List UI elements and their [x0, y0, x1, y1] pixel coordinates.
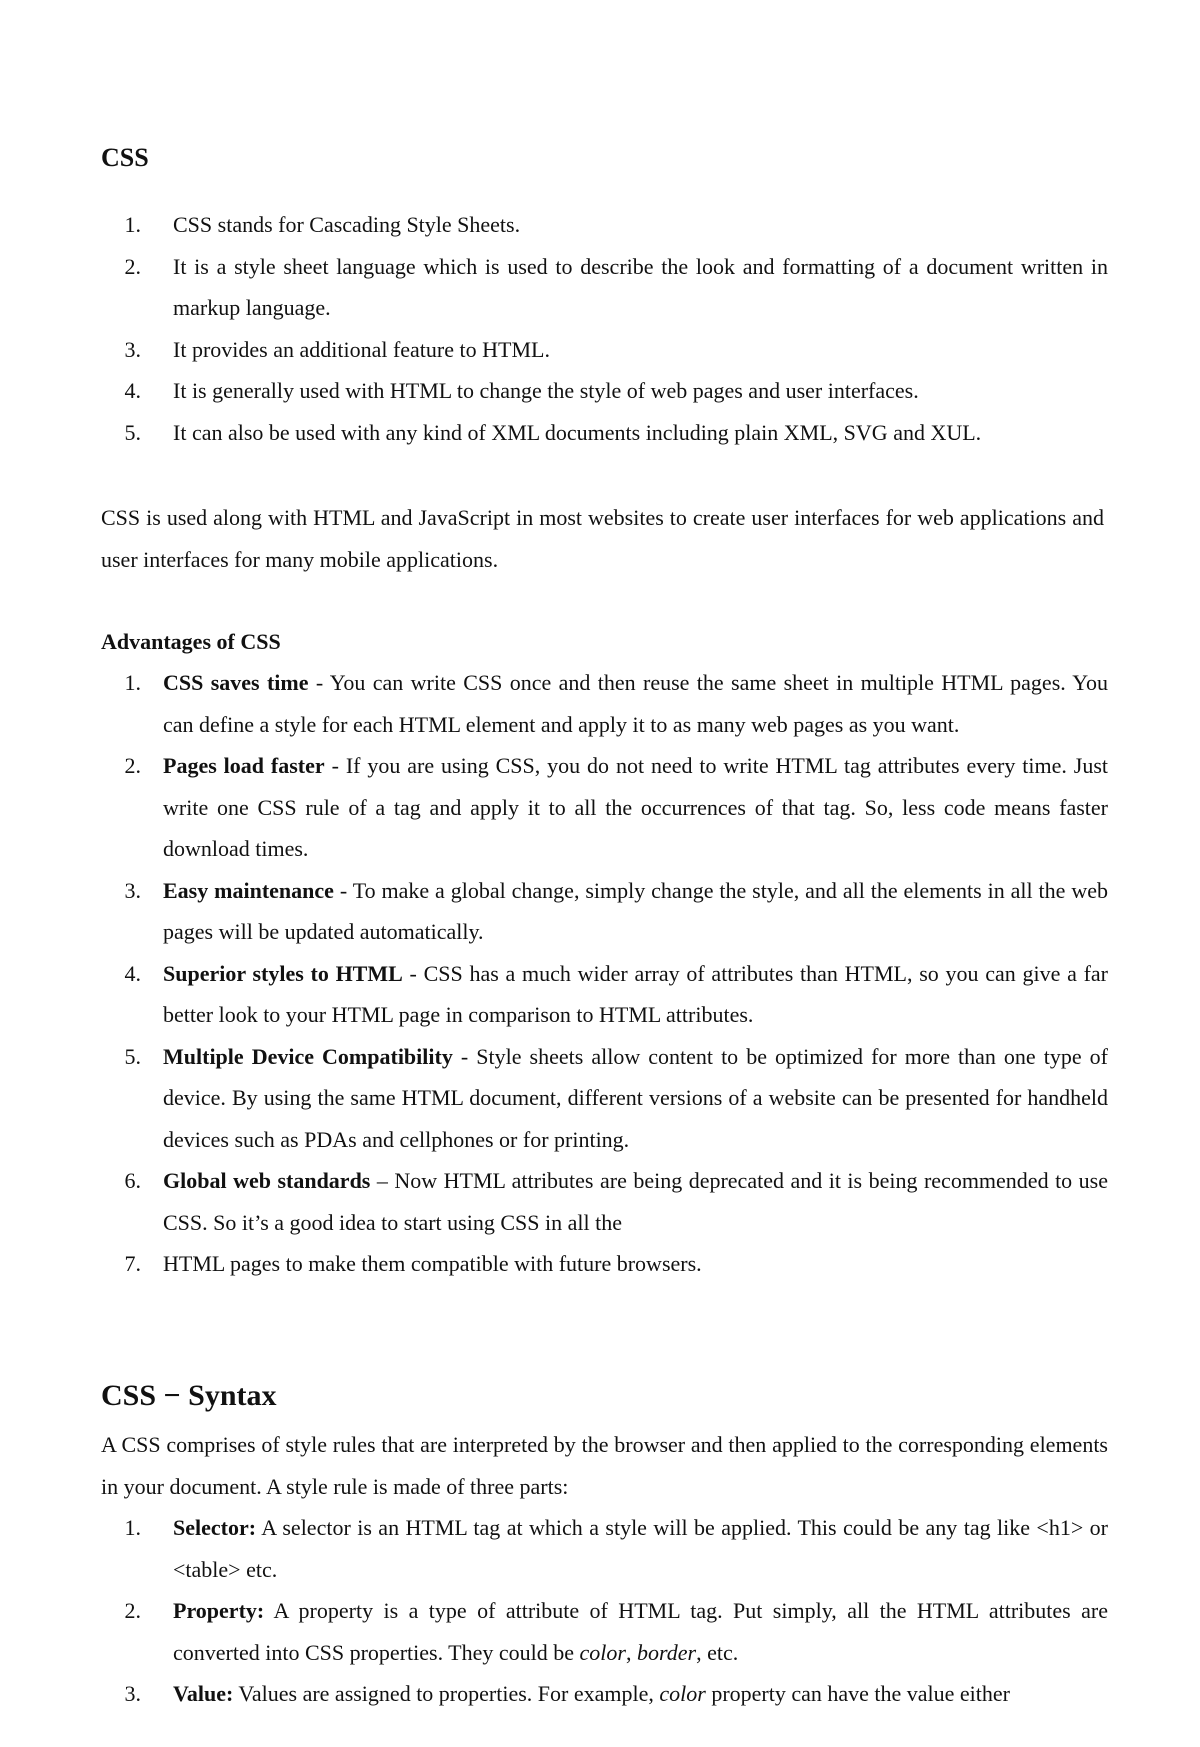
list-number: 2.	[124, 253, 141, 279]
part-term: Property:	[173, 1598, 265, 1623]
advantage-term: Global web standards	[163, 1168, 371, 1193]
list-number: 1.	[124, 212, 141, 237]
list-item	[124, 370, 1108, 412]
list-number: 3.	[124, 1681, 141, 1706]
term-separator: -	[308, 670, 330, 695]
part-term: Selector:	[173, 1515, 257, 1540]
list-number: 3.	[124, 877, 141, 903]
list-item	[124, 1243, 1108, 1285]
advantage-text: If you are using CSS, you do not need to write HTML tag attributes every time. Just write one CSS rule of a tag and apply it to all the occurrences of that tag. So, less code means faster download times.	[163, 753, 1109, 861]
term-separator: -	[402, 960, 424, 986]
advantage-text: CSS has a much wider array of attributes than HTML, so you can give a far better look to your HTML page in comparison to HTML attributes.	[163, 960, 1109, 1027]
intro-list	[124, 204, 1108, 453]
emphasis-term: color	[659, 1681, 706, 1706]
list-text: It is generally used with HTML to change the style of web pages and user interfaces.	[173, 378, 919, 403]
list-item	[124, 745, 1109, 870]
list-number: 4.	[124, 960, 141, 986]
list-item	[124, 1036, 1108, 1161]
list-number: 7.	[124, 1251, 141, 1276]
part-text: ,	[625, 1639, 637, 1665]
list-item	[124, 412, 1108, 454]
advantage-text: HTML pages to make them compatible with future browsers.	[163, 1251, 702, 1276]
part-term: Value:	[173, 1681, 234, 1706]
list-item	[124, 1160, 1108, 1243]
list-number: 2.	[124, 753, 141, 778]
advantage-text: To make a global change, simply change the style, and all the elements in all the web pages will be updated automatically.	[163, 877, 1108, 944]
advantage-term: Pages load faster	[163, 753, 325, 778]
part-text: A property is a type of attribute of HTML tag. Put simply, all the HTML attributes are converted into CSS properties. They could be	[173, 1598, 1108, 1665]
advantage-term: Superior styles to HTML	[163, 960, 403, 986]
list-item	[124, 329, 1108, 371]
list-item	[124, 1673, 1108, 1715]
part-text: , etc.	[696, 1639, 739, 1665]
list-text: It provides an additional feature to HTML.	[173, 336, 550, 362]
part-text: property can have the value either	[705, 1681, 1010, 1706]
paragraph-syntax: A CSS comprises of style rules that are interpreted by the browser and then applied to the corresponding elements in your document. A style rule is made of three parts:	[101, 1432, 1108, 1499]
list-number: 5.	[124, 419, 141, 445]
list-number: 3.	[124, 336, 141, 362]
advantage-term: CSS saves time	[163, 670, 309, 695]
heading-syntax: CSS − Syntax	[101, 1379, 277, 1412]
heading-advantages: Advantages of CSS	[101, 629, 281, 654]
list-number: 2.	[124, 1598, 141, 1623]
advantage-text: You can write CSS once and then reuse the same sheet in multiple HTML pages. You can define a style for each HTML element and apply it to as many web pages as you want.	[163, 670, 1108, 737]
emphasis-term: color	[579, 1639, 626, 1665]
part-text: A selector is an HTML tag at which a style will be applied. This could be any tag like <h1> or <table> etc.	[173, 1515, 1108, 1582]
term-separator: -	[324, 753, 346, 778]
list-text: It is a style sheet language which is used to describe the look and formatting of a document written in markup language.	[173, 253, 1108, 320]
advantage-text: Style sheets allow content to be optimized for more than one type of device. By using the same HTML document, different versions of a website can be presented for handheld devices such as PDAs and cellphones or for printing.	[163, 1043, 1108, 1152]
list-number: 6.	[124, 1168, 141, 1193]
advantage-term: Multiple Device Compatibility	[163, 1043, 453, 1069]
list-number: 1.	[124, 1515, 141, 1540]
advantage-term: Easy maintenance	[163, 877, 334, 903]
list-item	[124, 204, 1108, 246]
syntax-parts-list	[124, 1507, 1108, 1715]
list-number: 5.	[124, 1043, 141, 1069]
heading-css: CSS	[101, 143, 149, 172]
term-separator: -	[333, 877, 353, 903]
list-item	[124, 1590, 1108, 1673]
list-item	[124, 662, 1108, 745]
emphasis-term: border	[636, 1639, 697, 1665]
paragraph-usage: CSS is used along with HTML and JavaScript in most websites to create user interfaces for web applications and user interfaces for many mobile applications.	[101, 505, 1104, 572]
list-item	[124, 870, 1108, 953]
list-number: 1.	[124, 670, 141, 695]
list-item	[124, 1507, 1108, 1590]
list-item	[124, 246, 1108, 329]
list-text: It can also be used with any kind of XML documents including plain XML, SVG and XUL.	[173, 419, 982, 445]
list-text: CSS stands for Cascading Style Sheets.	[173, 212, 521, 237]
list-number: 4.	[124, 378, 141, 403]
part-text: Values are assigned to properties. For example,	[233, 1681, 660, 1706]
advantages-list	[124, 662, 1109, 1285]
advantage-text: Now HTML attributes are being deprecated and it is being recommended to use CSS. So it’s a good idea to start using CSS in all the	[163, 1168, 1108, 1235]
list-item	[124, 953, 1109, 1036]
term-separator: –	[370, 1168, 395, 1193]
term-separator: -	[452, 1043, 477, 1069]
